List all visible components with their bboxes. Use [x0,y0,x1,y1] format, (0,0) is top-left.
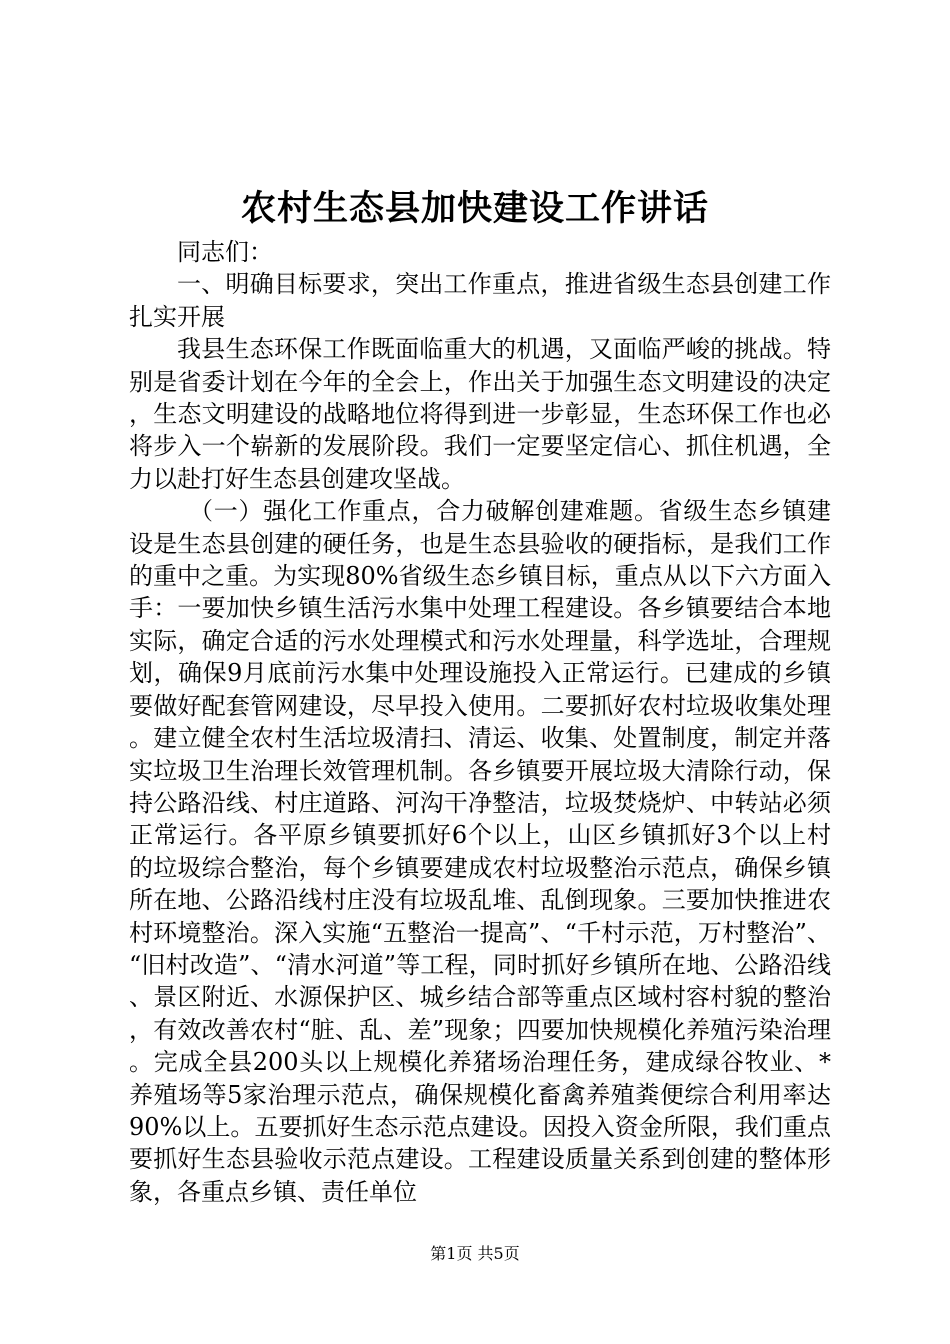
section-heading-paragraph: 一、明确目标要求，突出工作重点，推进省级生态县创建工作扎实开展 [129,270,831,331]
body-paragraph-1: 我县生态环保工作既面临重大的机遇，又面临严峻的挑战。特别是省委计划在今年的全会上，作出关于加强生态文明建设的决定，生态文明建设的战略地位将得到进一步彰显，生态环保工作也必将步入一个崭新的发展阶段。我们一定要坚定信心、抓住机遇，全力以赴打好生态县创建攻坚战。 [129,335,831,493]
document-title: 农村生态县加快建设工作讲话 [240,188,709,229]
page-footer: 第1页 共5页 [430,1244,520,1263]
salutation-paragraph: 同志们： [177,238,273,266]
document-body [129,236,831,1208]
body-paragraph-2: （一）强化工作重点，合力破解创建难题。省级生态乡镇建设是生态县创建的硬任务，也是生态县验收的硬指标，是我们工作的重中之重。为实现80%省级生态乡镇目标，重点从以下六方面入手：一要加快乡镇生活污水集中处理工程建设。各乡镇要结合本地实际，确定合适的污水处理模式和污水处理量，科学选址，合理规划，确保9月底前污水集中处理设施投入正常运行。已建成的乡镇要做好配套管网建设，尽早投入使用。二要抓好农村垃圾收集处理。建立健全农村生活垃圾清扫、清运、收集、处置制度，制定并落实垃圾卫生治理长效管理机制。各乡镇要开展垃圾大清除行动，保持公路沿线、村庄道路、河沟干净整洁，垃圾焚烧炉、中转站必须正常运行。各平原乡镇要抓好6个以上，山区乡镇抓好3个以上村的垃圾综合整治，每个乡镇要建成农村垃圾整治示范点，确保乡镇所在地、公路沿线村庄没有垃圾乱堆、乱倒现象。三要加快推进农村环境整治。深入实施“五整治一提高”、“千村示范，万村整治”、“旧村改造”、“清水河道”等工程，同时抓好乡镇所在地、公路沿线、景区附近、水源保护区、城乡结合部等重点区域村容村貌的整治，有效改善农村“脏、乱、差”现象；四要加快规模化养殖污染治理。完成全县200头以上规模化养猪场治理任务，建成绿谷牧业、*养殖场等5家治理示范点，确保规模化畜禽养殖粪便综合利用率达90%以上。五要抓好生态示范点建设。因投入资金所限，我们重点要抓好生态县验收示范点建设。工程建设质量关系到创建的整体形象，各重点乡镇、责任单位 [129,497,831,1206]
